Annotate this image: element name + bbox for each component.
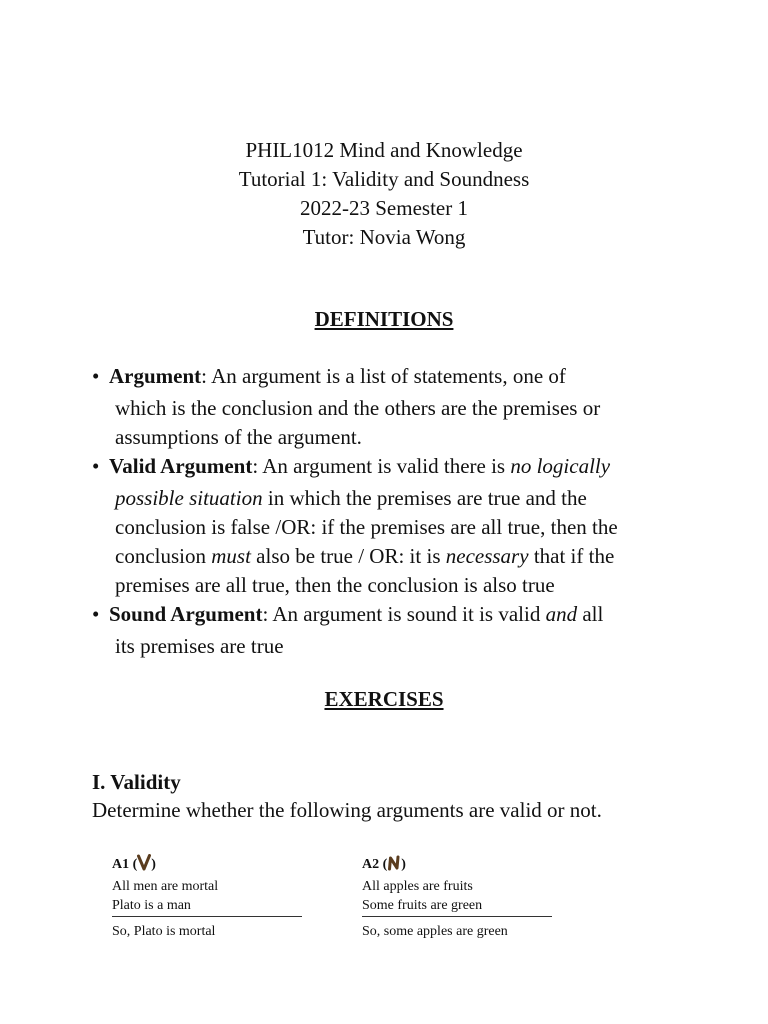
premise: All apples are fruits <box>362 879 473 894</box>
definition-term: Sound Argument <box>109 602 263 626</box>
definition-valid-argument: • Valid Argument: An argument is valid there is no logically possible situation in which the premises are true and the conclusion is false /OR: if the premises are all true, then the conclusion must also be true / OR: it is necessary that if the premises are all true, then the conclusion is also true <box>92 454 618 597</box>
bullet-icon: • <box>92 454 100 478</box>
definitions-list <box>92 362 692 661</box>
definition-term: Argument <box>109 364 202 388</box>
conclusion: So, Plato is mortal <box>112 924 216 939</box>
definition-argument: • Argument: An argument is a list of statements, one of which is the conclusion and the others are the premises or assumptions of the argument. <box>92 364 601 449</box>
bullet-icon: • <box>92 602 100 626</box>
conclusion: So, some apples are green <box>362 924 508 939</box>
premise: Some fruits are green <box>362 898 483 913</box>
premise: All men are mortal <box>112 879 219 894</box>
handwritten-check-icon <box>137 854 151 877</box>
argument-a2 <box>362 854 554 941</box>
handwritten-n-icon <box>387 854 401 877</box>
argument-a1 <box>112 854 304 941</box>
instruction-text: Determine whether the following arguments are valid or not. <box>92 798 602 822</box>
definitions-heading: DEFINITIONS <box>314 307 454 331</box>
argument-label: A1 ( ) <box>112 854 304 877</box>
divider <box>362 916 552 917</box>
bullet-icon: • <box>92 364 100 388</box>
section-title: I. Validity <box>92 770 181 794</box>
argument-label: A2 ( ) <box>362 854 554 877</box>
divider <box>112 916 302 917</box>
premise: Plato is a man <box>112 898 191 913</box>
course-title: PHIL1012 Mind and Knowledge <box>245 138 523 162</box>
exercises-heading: EXERCISES <box>324 687 444 711</box>
tutor-label: Tutor: Novia Wong <box>302 225 466 249</box>
semester-label: 2022-23 Semester 1 <box>300 196 468 220</box>
document-header <box>0 136 768 252</box>
tutorial-title: Tutorial 1: Validity and Soundness <box>238 167 530 191</box>
definition-term: Valid Argument <box>109 454 253 478</box>
definition-sound-argument: • Sound Argument: An argument is sound it is valid and all its premises are true <box>92 602 604 658</box>
